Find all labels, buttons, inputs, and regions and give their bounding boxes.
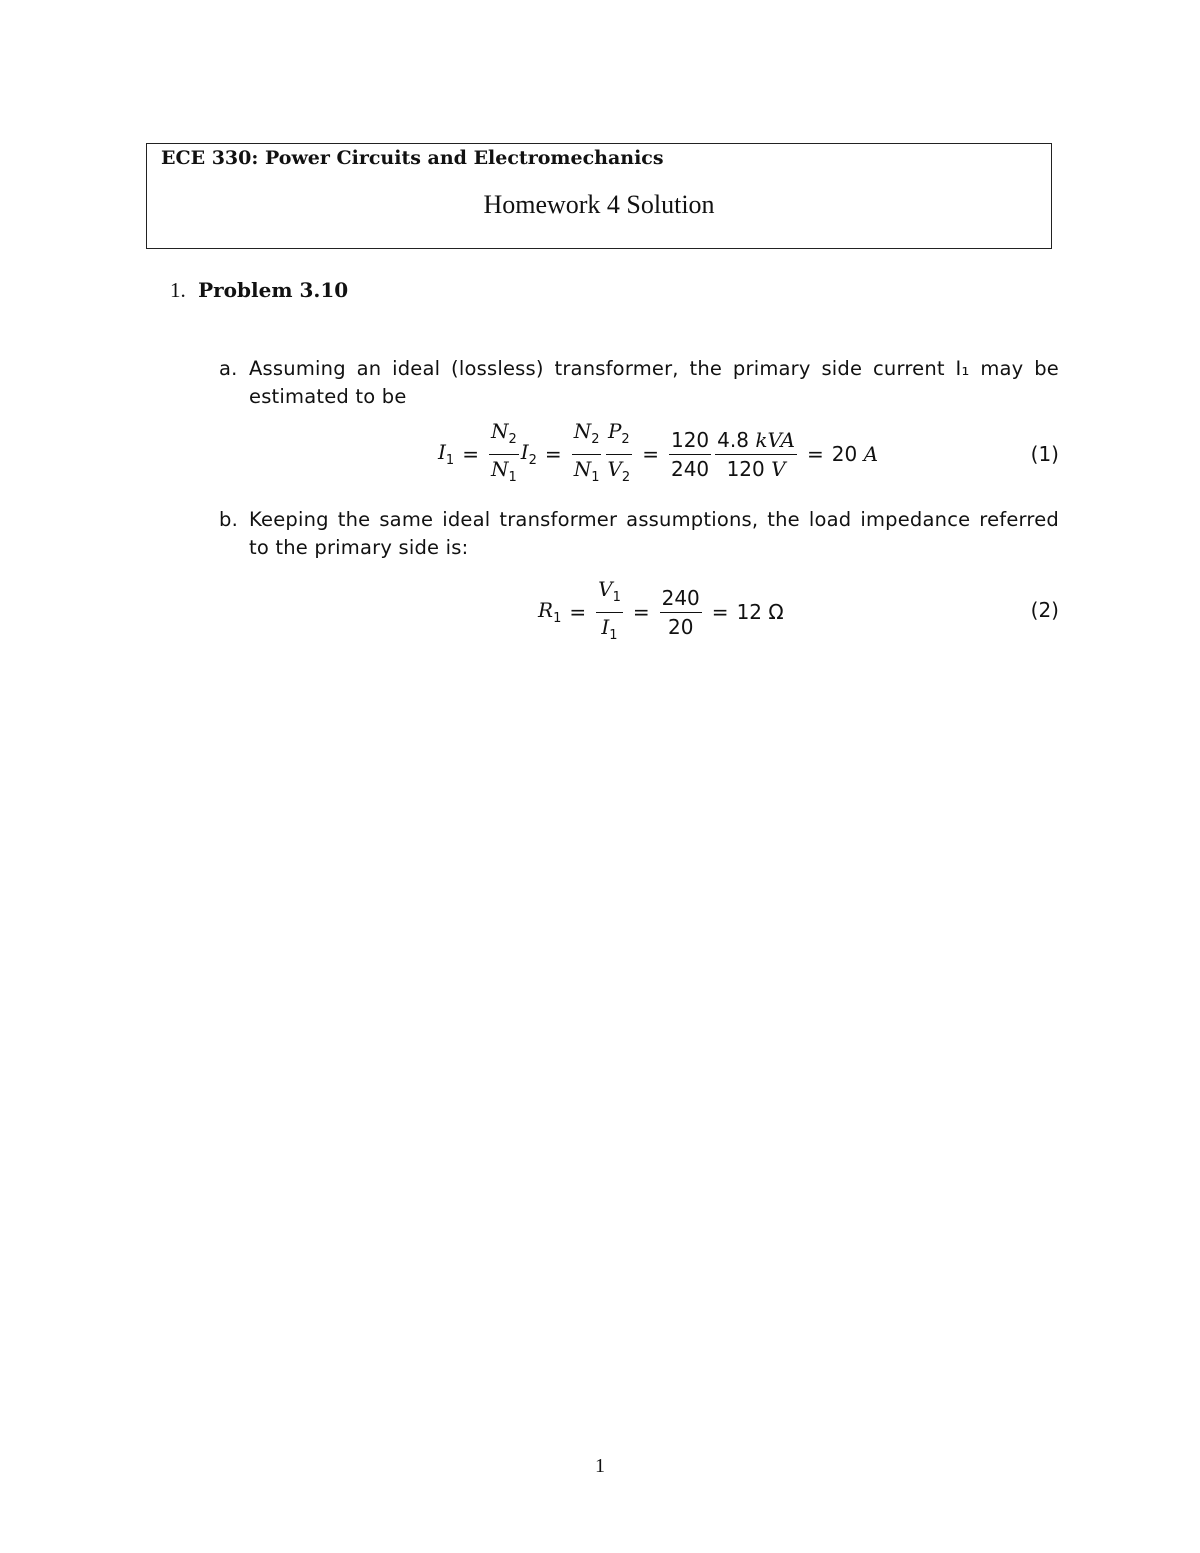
problem-title: Problem 3.10	[198, 278, 349, 302]
equation-2-number: (2)	[1030, 598, 1059, 622]
course-title: ECE 330: Power Circuits and Electromechanics	[161, 147, 664, 169]
problem-number: 1.	[170, 278, 186, 302]
part-b-label: b.	[219, 508, 238, 531]
equation-1: $I_1$ = $\frac{N_2}{N_1}$ $I_2$ = $\frac{N_2}{N_1}$ $\frac{P_2}{V_2}$ = $\frac{120}{240}$ $\frac{\text{4.8 kVA}}{120 V}$ = 20 A	[438, 422, 878, 486]
part-a	[219, 355, 1059, 411]
eq1-fraction-turns-ratio-2: $\frac{N_2}{N_1}$	[573, 418, 600, 485]
equation-1-number: (1)	[1030, 442, 1059, 466]
page-number: 1	[595, 1455, 605, 1477]
problem-heading	[170, 278, 348, 303]
eq1-fraction-numeric-power: $\frac{\text{4.8 kVA}}{120 V}$	[717, 427, 795, 481]
eq1-result: 20 A	[831, 442, 879, 466]
part-a-label: a.	[219, 357, 238, 380]
part-b	[219, 506, 1059, 562]
header-box	[146, 143, 1052, 249]
eq1-lhs: $I_1$	[438, 440, 455, 468]
part-a-text: Assuming an ideal (lossless) transformer, the primary side current I₁ may be estimated to be	[249, 357, 1059, 408]
eq1-fraction-numeric-ratio: $\frac{120}{240}$	[670, 427, 710, 481]
eq2-fraction-numeric: $\frac{240}{20}$	[661, 585, 700, 639]
homework-title: Homework 4 Solution	[483, 190, 715, 219]
part-b-text: Keeping the same ideal transformer assumptions, the load impedance referred to the primary side is:	[249, 508, 1059, 559]
eq2-result: 12 Ω	[736, 600, 784, 624]
eq2-fraction-v-over-i: $\frac{V_1}{I_1}$	[598, 576, 621, 643]
equation-2: $R_1$ = $\frac{V_1}{I_1}$ = $\frac{240}{20}$ = 12 Ω	[538, 580, 784, 644]
eq1-fraction-turns-ratio: $\frac{N_2}{N_1}$	[490, 418, 517, 485]
eq1-fraction-power-voltage: $\frac{P_2}{V_2}$	[607, 418, 631, 485]
eq1-secondary-current: $I_2$	[520, 440, 537, 468]
eq2-lhs: $R_1$	[538, 598, 562, 626]
